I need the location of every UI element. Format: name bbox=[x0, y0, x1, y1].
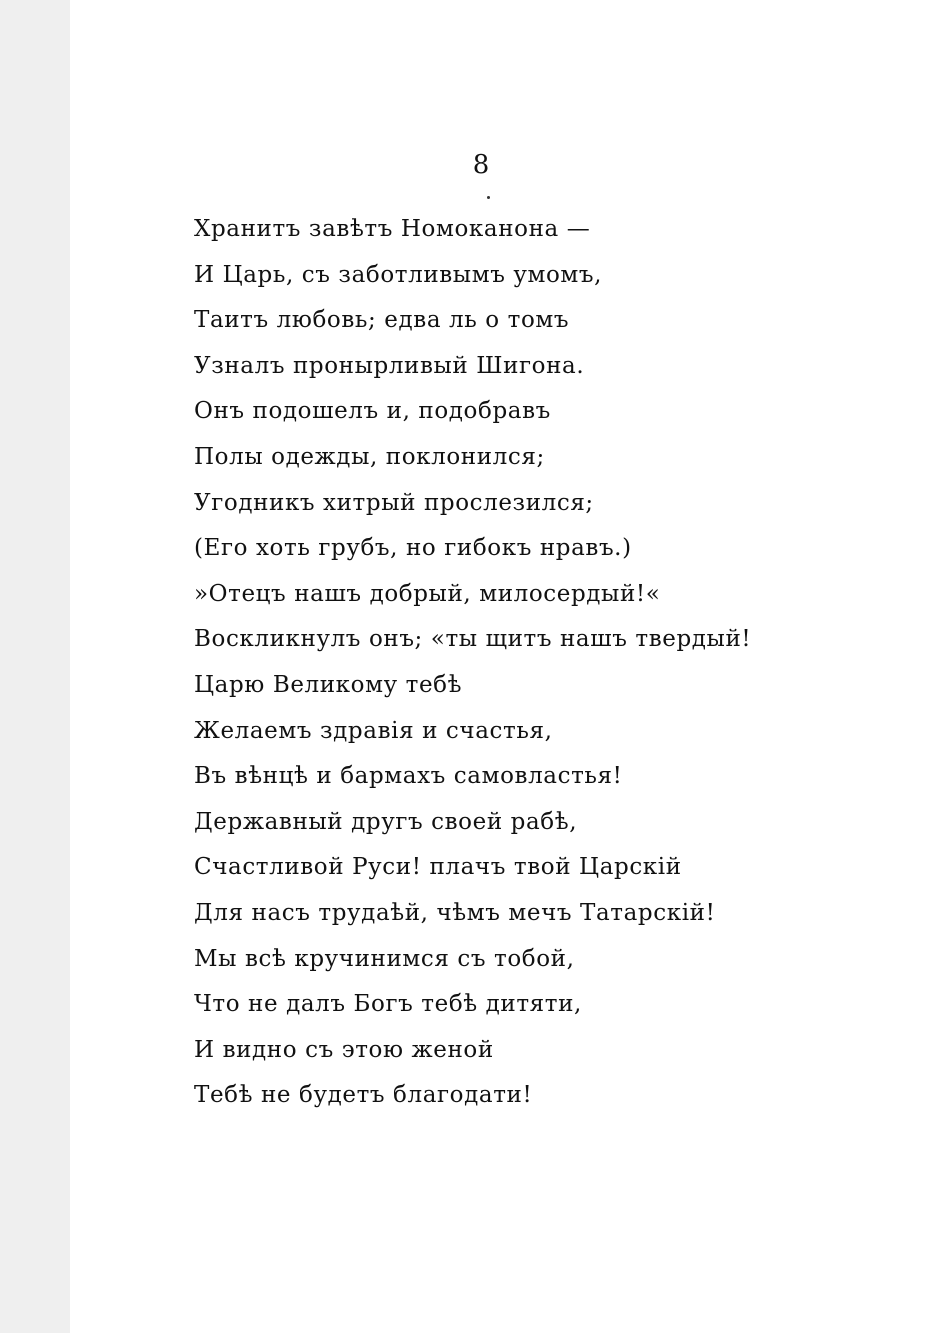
poem-line: Что не далъ Богъ тебѣ дитяти, bbox=[194, 991, 582, 1018]
poem-line: Онъ подошелъ и, подобравъ bbox=[194, 398, 551, 425]
poem-line: И видно съ этою женой bbox=[194, 1036, 494, 1063]
poem-line: Узналъ пронырливый Шигона. bbox=[194, 352, 585, 379]
scan-margin bbox=[0, 0, 70, 1333]
poem-line: Таитъ любовь; едва ль о томъ bbox=[194, 307, 570, 334]
poem-line: Тебѣ не будетъ благодати! bbox=[194, 1082, 533, 1109]
poem-line: Царю Великому тебѣ bbox=[194, 671, 463, 698]
poem-line: Желаемъ здравія и счастья, bbox=[194, 717, 553, 744]
page-number: 8 bbox=[472, 150, 490, 180]
poem-line: Угодникъ хитрый прослезился; bbox=[194, 489, 594, 516]
poem-line: Полы одежды, поклонился; bbox=[194, 443, 545, 470]
poem-line: Для насъ трудаѣй, чѣмъ мечъ Татарскій! bbox=[194, 899, 716, 926]
poem-line: Воскликнулъ онъ; «ты щитъ нашъ твердый! bbox=[194, 626, 752, 653]
poem-line: И Царь, съ заботливымъ умомъ, bbox=[194, 261, 603, 288]
poem-line: Хранитъ завѣтъ Номоканона — bbox=[194, 216, 591, 242]
ink-dot bbox=[487, 196, 490, 199]
poem-line: Мы всѣ кручинимся съ тобой, bbox=[194, 945, 575, 972]
poem-line: »Отецъ нашъ добрый, милосердый!« bbox=[194, 580, 661, 607]
poem-line: (Его хоть грубъ, но гибокъ нравъ.) bbox=[194, 535, 632, 562]
poem-line: Въ вѣнцѣ и бармахъ самовластья! bbox=[194, 763, 623, 790]
book-page bbox=[70, 0, 936, 1333]
poem-line: Державный другъ своей рабѣ, bbox=[194, 808, 578, 835]
poem-text bbox=[194, 207, 751, 1119]
poem-line: Счастливой Руси! плачъ твой Царскій bbox=[194, 854, 682, 881]
